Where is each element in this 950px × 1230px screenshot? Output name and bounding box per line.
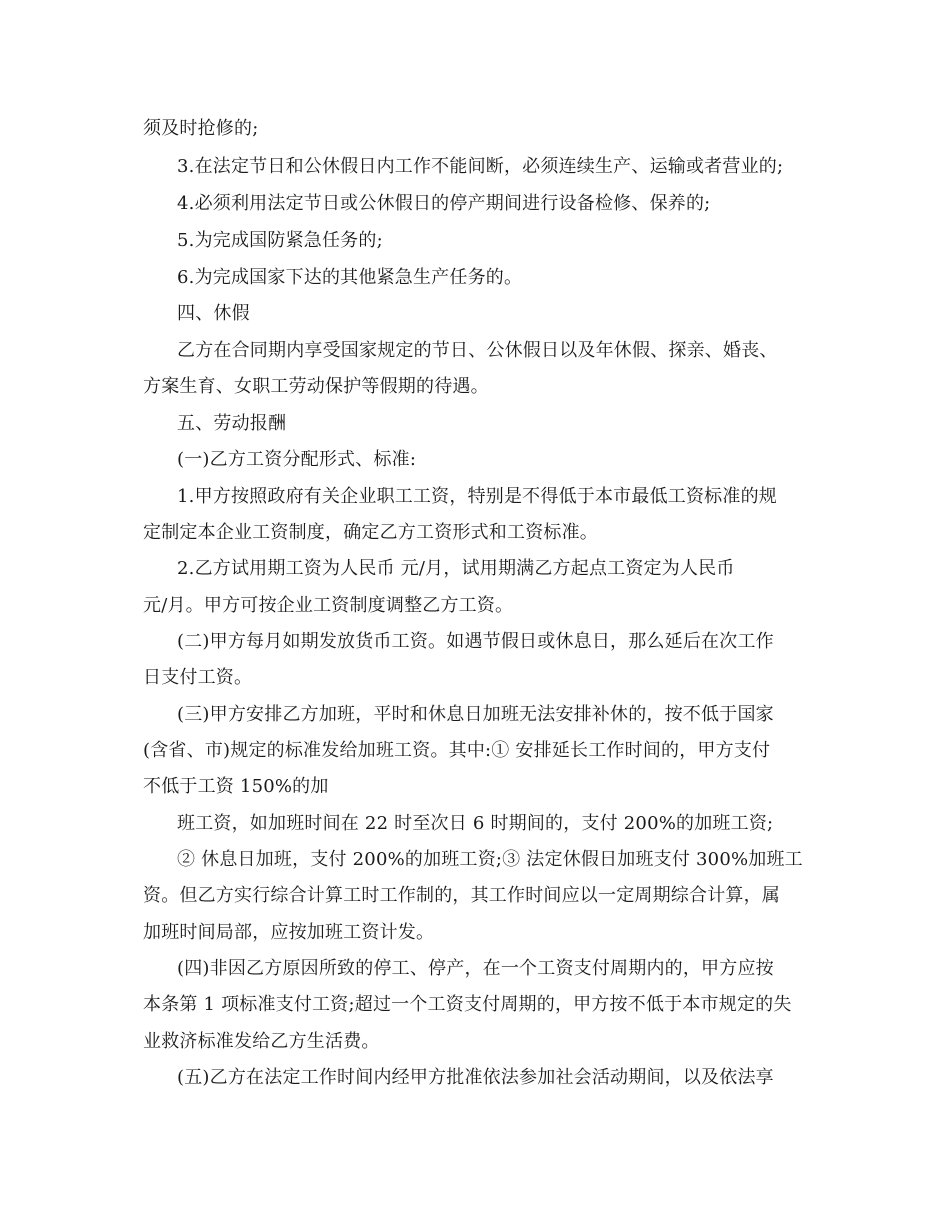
text-line: (四)非因乙方原因所致的停工、停产，在一个工资支付周期内的，甲方应按 <box>177 958 774 979</box>
text-line: 不低于工资 150%的加 <box>143 776 329 797</box>
text-line: 1.甲方按照政府有关企业职工工资，特别是不得低于本市最低工资标准的规 <box>177 486 777 507</box>
text-line: 2.乙方试用期工资为人民币 元/月，试用期满乙方起点工资定为人民币 <box>177 558 735 579</box>
text-line: 加班时间局部，应按加班工资计发。 <box>143 922 435 943</box>
text-line: (二)甲方每月如期发放货币工资。如遇节假日或休息日，那么延后在次工作 <box>177 631 774 652</box>
text-line: 4.必须利用法定节日或公休假日的停产期间进行设备检修、保养的; <box>177 193 711 214</box>
text-line: (三)甲方安排乙方加班，平时和休息日加班无法安排补休的，按不低于国家 <box>177 704 774 725</box>
text-line: 日支付工资。 <box>143 667 253 688</box>
text-line: 资。但乙方实行综合计算工时工作制的，其工作时间应以一定周期综合计算，属 <box>143 885 780 906</box>
text-line: 须及时抢修的; <box>143 118 259 139</box>
text-line: 班工资，如加班时间在 22 时至次日 6 时期间的，支付 200%的加班工资; <box>177 813 774 834</box>
text-line: 业救济标准发给乙方生活费。 <box>143 1031 380 1052</box>
text-line: 6.为完成国家下达的其他紧急生产任务的。 <box>177 267 523 288</box>
text-line: 3.在法定节日和公休假日内工作不能间断，必须连续生产、运输或者营业的; <box>177 156 784 177</box>
text-line: (五)乙方在法定工作时间内经甲方批准依法参加社会活动期间，以及依法享 <box>177 1067 774 1088</box>
text-line: 方案生育、女职工劳动保护等假期的待遇。 <box>143 376 489 397</box>
section-heading: 五、劳动报酬 <box>177 413 287 434</box>
text-line: (含省、市)规定的标准发给加班工资。其中:① 安排延长工作时间的，甲方支付 <box>143 740 771 761</box>
text-line: ② 休息日加班，支付 200%的加班工资;③ 法定休假日加班支付 300%加班工 <box>177 849 803 870</box>
text-line: 元/月。甲方可按企业工资制度调整乙方工资。 <box>143 595 514 616</box>
text-line: 定制定本企业工资制度，确定乙方工资形式和工资标准。 <box>143 522 598 543</box>
text-line: 乙方在合同期内享受国家规定的节日、公休假日以及年休假、探亲、婚丧、 <box>177 340 778 361</box>
text-line: (一)乙方工资分配形式、标准: <box>177 449 417 470</box>
text-line: 5.为完成国防紧急任务的; <box>177 230 383 251</box>
text-line: 本条第 1 项标准支付工资;超过一个工资支付周期的，甲方按不低于本市规定的失 <box>143 994 792 1015</box>
section-heading: 四、休假 <box>177 303 250 324</box>
